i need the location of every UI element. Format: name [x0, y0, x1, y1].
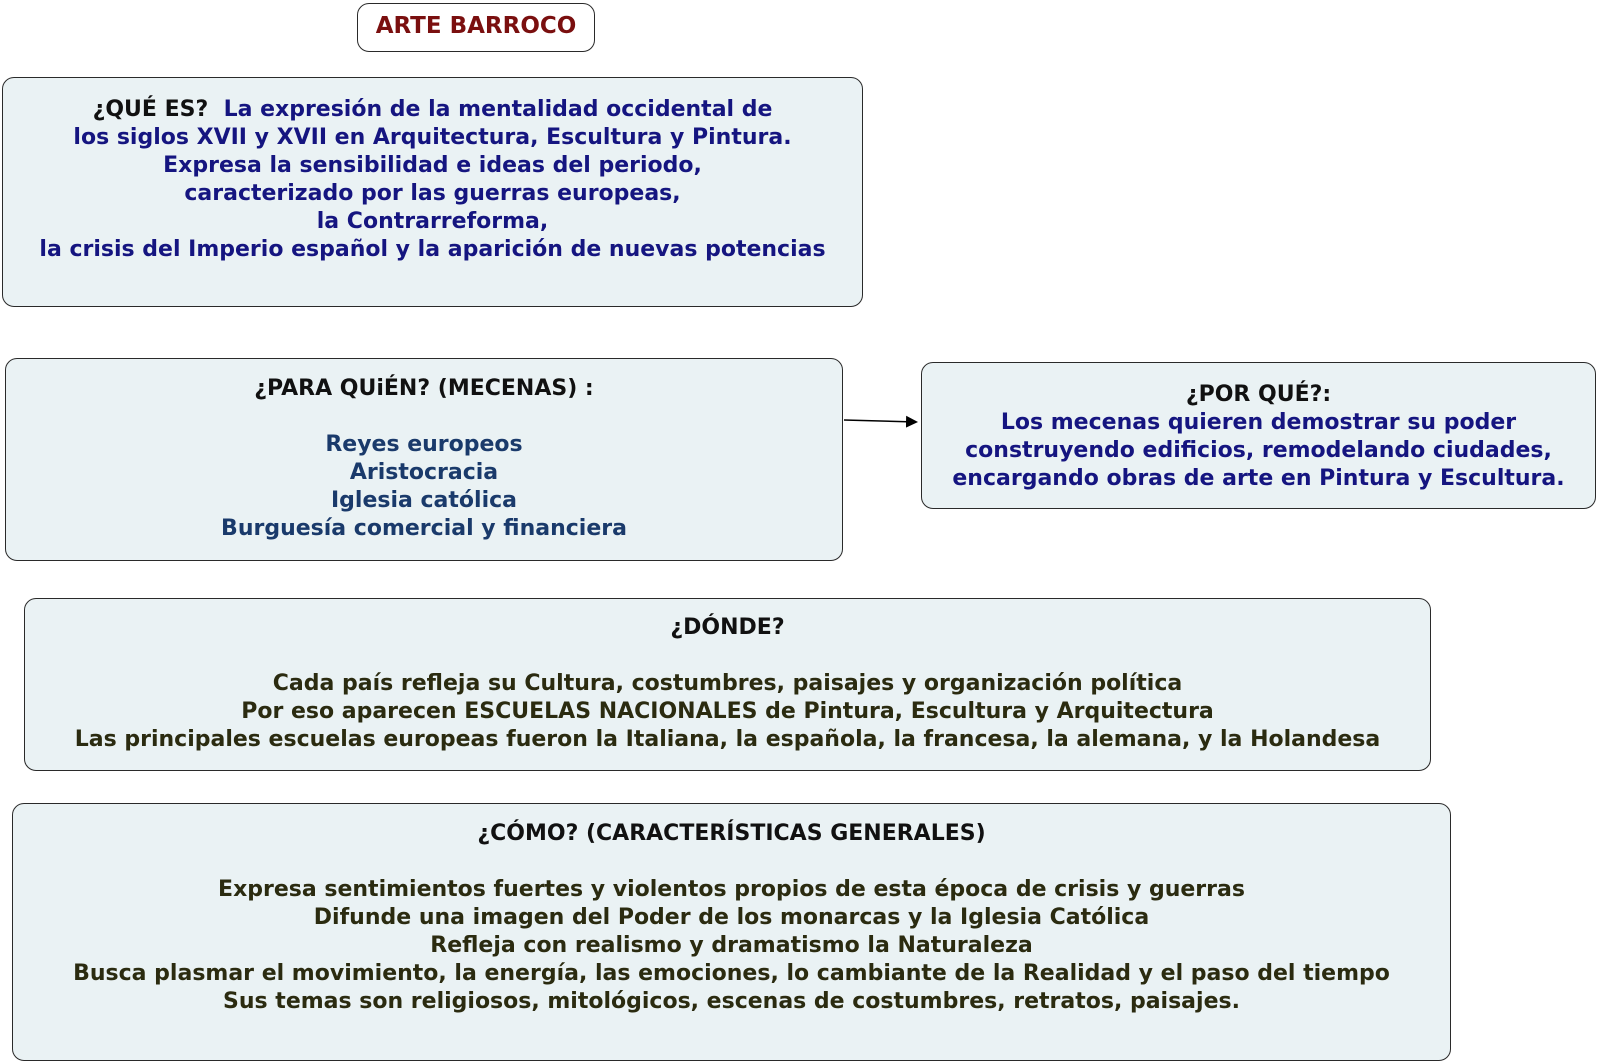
por-que-node[interactable] — [921, 362, 1596, 509]
como-line: Expresa sentimientos fuertes y violentos propios de esta época de crisis y guerras — [218, 877, 1245, 902]
que-es-line: los siglos XVII y XVII en Arquitectura, Escultura y Pintura. — [73, 125, 792, 150]
para-quien-item: Burguesía comercial y financiera — [221, 516, 627, 541]
donde-line: Las principales escuelas europeas fueron la Italiana, la española, la francesa, la alemana, y la Holandesa — [74, 727, 1381, 752]
connector-arrow-para-quien-to-por-que — [844, 420, 916, 422]
para-quien-heading: ¿PARA QUiÉN? (MECENAS) : — [254, 376, 594, 401]
por-que-line: construyendo edificios, remodelando ciudades, — [965, 438, 1552, 463]
como-node[interactable] — [12, 803, 1451, 1061]
para-quien-item: Reyes europeos — [325, 432, 523, 457]
donde-line: Por eso aparecen ESCUELAS NACIONALES de Pintura, Escultura y Arquitectura — [241, 699, 1214, 724]
para-quien-item: Iglesia católica — [330, 488, 518, 513]
para-quien-node[interactable] — [5, 358, 843, 561]
como-line: Difunde una imagen del Poder de los monarcas y la Iglesia Católica — [313, 905, 1150, 930]
como-line: Sus temas son religiosos, mitológicos, escenas de costumbres, retratos, paisajes. — [223, 989, 1240, 1014]
que-es-line: la Contrarreforma, — [316, 209, 549, 234]
donde-heading: ¿DÓNDE? — [670, 615, 785, 640]
que-es-line: caracterizado por las guerras europeas, — [184, 181, 681, 206]
que-es-line: Expresa la sensibilidad e ideas del periodo, — [163, 153, 702, 178]
title-node[interactable] — [357, 3, 595, 52]
por-que-line: Los mecenas quieren demostrar su poder — [1000, 410, 1517, 435]
por-que-heading: ¿POR QUÉ?: — [1185, 382, 1332, 407]
title-text: ARTE BARROCO — [375, 13, 577, 39]
que-es-node[interactable] — [2, 77, 863, 307]
para-quien-item: Aristocracia — [349, 460, 499, 485]
como-heading: ¿CÓMO? (CARACTERÍSTICAS GENERALES) — [477, 821, 986, 846]
donde-node[interactable] — [24, 598, 1431, 771]
que-es-heading: ¿QUÉ ES? — [92, 97, 209, 122]
que-es-line: la crisis del Imperio español y la aparición de nuevas potencias — [39, 237, 826, 262]
como-line: Busca plasmar el movimiento, la energía, las emociones, lo cambiante de la Realidad y el paso del tiempo — [73, 961, 1390, 986]
que-es-first-line: La expresión de la mentalidad occidental de — [223, 97, 773, 122]
por-que-line: encargando obras de arte en Pintura y Escultura. — [952, 466, 1565, 491]
como-line: Refleja con realismo y dramatismo la Naturaleza — [430, 933, 1033, 958]
donde-line: Cada país refleja su Cultura, costumbres, paisajes y organización política — [272, 671, 1183, 696]
